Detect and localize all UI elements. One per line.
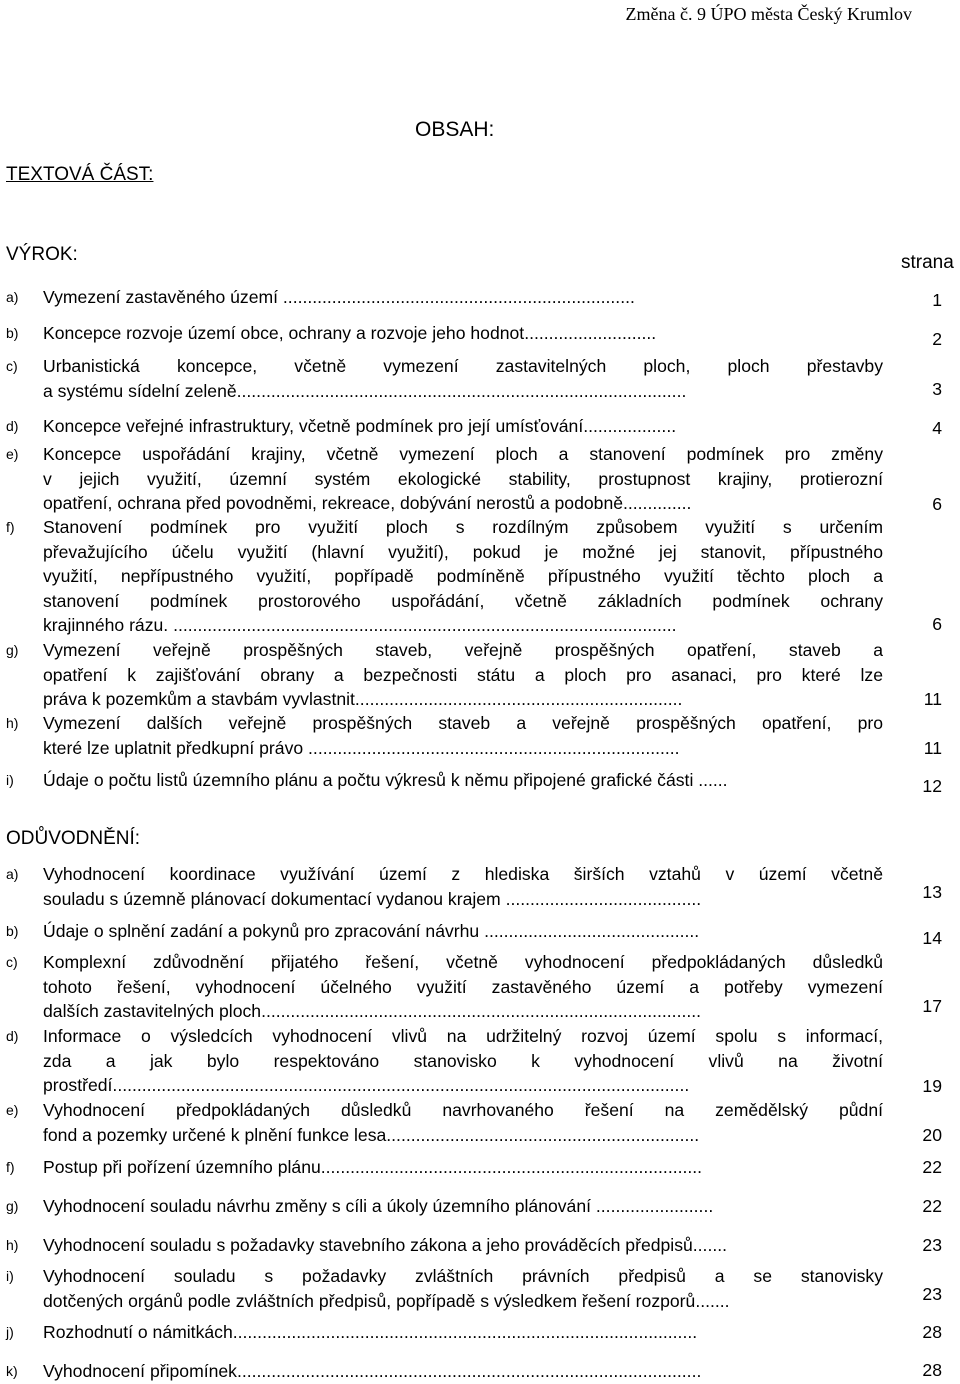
entry-letter: d) [6, 1028, 19, 1044]
entry-letter: f) [6, 1159, 15, 1175]
entry-text-line: Údaje o počtu listů územního plánu a počtu výkresů k němu připojené grafické části ...... [43, 770, 728, 790]
entry-text [43, 1320, 883, 1345]
entry-text-line: Vymezení veřejně prospěšných staveb, veřejně prospěšných opatření, staveb a [43, 640, 883, 660]
entry-text-line: Vyhodnocení souladu s požadavky zvláštních právních předpisů a se stanovisky [43, 1266, 883, 1286]
entry-text [43, 414, 883, 439]
entry-page-number: 2 [932, 329, 942, 349]
entry-letter: c) [6, 954, 18, 970]
entry-text-line: Vyhodnocení souladu návrhu změny s cíli a úkoly územního plánování ........................ [43, 1196, 714, 1216]
entry-letter: a) [6, 866, 19, 882]
entry-page-number: 28 [922, 1322, 942, 1342]
entry-text-line: a systému sídelní zeleně............................................................................................ [43, 380, 687, 401]
entry-text [43, 1264, 883, 1313]
entry-page-number: 14 [922, 928, 942, 948]
entry-text-line: Vymezení zastavěného území ........................................................................ [43, 287, 635, 307]
entry-letter: b) [6, 923, 19, 939]
entry-text [43, 515, 883, 638]
entry-text-line: využití, nepřípustného využití, popřípadě podmíněně přípustného využití těchto ploch a [43, 566, 883, 586]
entry-text-line: souladu s územně plánovací dokumentací vydanou krajem ........................................ [43, 888, 702, 909]
entry-text-line: Vyhodnocení souladu s požadavky stavebního zákona a jeho prováděcích předpisů....... [43, 1235, 727, 1255]
entry-text-line: fond a pozemky určené k plnění funkce lesa................................................................ [43, 1124, 700, 1145]
section-textova-cast: TEXTOVÁ ČÁST: [6, 164, 154, 185]
entry-text-line: Urbanistická koncepce, včetně vymezení zastavitelných ploch, ploch přestavby [43, 356, 883, 376]
entry-text-line: které lze uplatnit předkupní právo ............................................................................ [43, 737, 680, 758]
entry-page-number: 23 [922, 1235, 942, 1255]
entry-text [43, 768, 883, 793]
entry-page-number: 1 [932, 290, 942, 310]
entry-letter: g) [6, 642, 19, 658]
entry-page-number: 6 [932, 614, 942, 634]
entry-text-line: Koncepce rozvoje území obce, ochrany a rozvoje jeho hodnot........................... [43, 323, 657, 343]
entry-page-number: 28 [922, 1360, 942, 1380]
entry-page-number: 11 [923, 738, 942, 758]
entry-text-line: krajinného rázu. ....................................................................................................... [43, 615, 677, 635]
entry-text [43, 1155, 883, 1180]
entry-text [43, 1194, 883, 1219]
entry-text-line: stanovení podmínek prostorového uspořádání, včetně základních podmínek ochrany [43, 590, 883, 611]
entry-text [43, 442, 883, 516]
entry-text-line: prostředí...................................................................................................................... [43, 1075, 690, 1095]
entry-text [43, 862, 883, 911]
entry-text-line: Postup při pořízení územního plánu.............................................................................. [43, 1157, 703, 1177]
entry-letter: k) [6, 1363, 18, 1379]
entry-letter: e) [6, 1102, 19, 1118]
entry-text-line: převažujícího účelu využití (hlavní využití), pokud je možné jej stanovit, přípustného [43, 541, 883, 562]
entry-letter: e) [6, 446, 19, 462]
entry-text-line: Vymezení dalších veřejně prospěšných staveb a veřejně prospěšných opatření, pro [43, 713, 883, 733]
entry-page-number: 22 [922, 1196, 942, 1216]
entry-text [43, 638, 883, 712]
entry-letter: i) [6, 772, 14, 788]
entry-letter: b) [6, 325, 19, 341]
entry-page-number: 17 [922, 996, 942, 1016]
document-header: Změna č. 9 ÚPO města Český Krumlov [625, 4, 912, 24]
entry-text-line: Rozhodnutí o námitkách............................................................................................... [43, 1322, 698, 1342]
entry-text [43, 919, 883, 944]
entry-letter: j) [6, 1324, 14, 1340]
entry-letter: c) [6, 358, 18, 374]
entry-text [43, 321, 883, 346]
entry-text-line: Vyhodnocení předpokládaných důsledků navrhovaného řešení na zemědělský půdní [43, 1100, 883, 1120]
page-title: OBSAH: [415, 118, 495, 141]
entry-page-number: 13 [922, 882, 942, 902]
entry-text [43, 354, 883, 403]
entry-text-line: dotčených orgánů podle zvláštních předpisů, popřípadě s výsledkem řešení rozporů....... [43, 1290, 730, 1311]
entry-text [43, 950, 883, 1024]
entry-page-number: 22 [922, 1157, 942, 1177]
entry-letter: f) [6, 519, 15, 535]
entry-text-line: Informace o výsledcích vyhodnocení vlivů na udržitelný rozvoj území spolu s informací, [43, 1026, 883, 1046]
entry-text [43, 1359, 883, 1384]
entry-text-line: tohoto řešení, vyhodnocení účelného využití zastavěného území a potřeby vymezení [43, 976, 883, 997]
entry-page-number: 12 [922, 776, 942, 796]
entry-text-line: opatření k zajišťování obrany a bezpečnosti státu a ploch pro asanaci, pro které lze [43, 664, 883, 685]
entry-page-number: 19 [922, 1076, 942, 1096]
entry-letter: i) [6, 1268, 14, 1284]
entry-text-line: Vyhodnocení připomínek............................................................................................... [43, 1361, 702, 1381]
entry-text-line: Stanovení podmínek pro využití ploch s rozdílným způsobem využití s určením [43, 517, 883, 537]
entry-text [43, 1098, 883, 1147]
section-oduvodneni-heading: ODŮVODNĚNÍ: [6, 828, 141, 849]
entry-letter: h) [6, 715, 19, 731]
entry-page-number: 6 [932, 494, 942, 514]
entry-page-number: 4 [932, 418, 942, 438]
entry-text-line: práva k pozemkům a stavbám vyvlastnit................................................................... [43, 689, 683, 709]
entry-text-line: Koncepce veřejné infrastruktury, včetně podmínek pro její umísťování................... [43, 416, 677, 436]
entry-page-number: 3 [932, 379, 942, 399]
entry-text-line: zda a jak bylo respektováno stanovisko k vyhodnocení vlivů na životní [43, 1050, 883, 1071]
entry-text [43, 285, 883, 310]
entry-text-line: Údaje o splnění zadání a pokynů pro zpracování návrhu ............................................ [43, 921, 700, 941]
entry-text-line: Komplexní zdůvodnění přijatého řešení, včetně vyhodnocení předpokládaných důsledků [43, 952, 883, 972]
entry-text [43, 1233, 883, 1258]
page-column-label: strana [901, 252, 954, 273]
entry-text-line: Vyhodnocení koordinace využívání území z hlediska širších vztahů v území včetně [43, 864, 883, 884]
entry-text-line: v jejich využití, územní systém ekologické stability, prostupnost krajiny, protierozní [43, 468, 883, 489]
entry-text-line: Koncepce uspořádání krajiny, včetně vymezení ploch a stanovení podmínek pro změny [43, 444, 883, 464]
entry-text-line: dalších zastavitelných ploch.......................................................................................... [43, 1001, 702, 1021]
entry-text [43, 711, 883, 760]
entry-letter: h) [6, 1237, 19, 1253]
entry-text [43, 1024, 883, 1098]
section-vyrok-heading: VÝROK: [6, 244, 78, 265]
entry-letter: d) [6, 418, 19, 434]
entry-text-line: opatření, ochrana před povodněmi, rekreace, dobývání nerostů a podobně.............. [43, 493, 692, 513]
entry-page-number: 20 [922, 1125, 942, 1145]
entry-page-number: 11 [923, 689, 942, 709]
entry-letter: g) [6, 1198, 19, 1214]
entry-letter: a) [6, 289, 19, 305]
entry-page-number: 23 [922, 1284, 942, 1304]
